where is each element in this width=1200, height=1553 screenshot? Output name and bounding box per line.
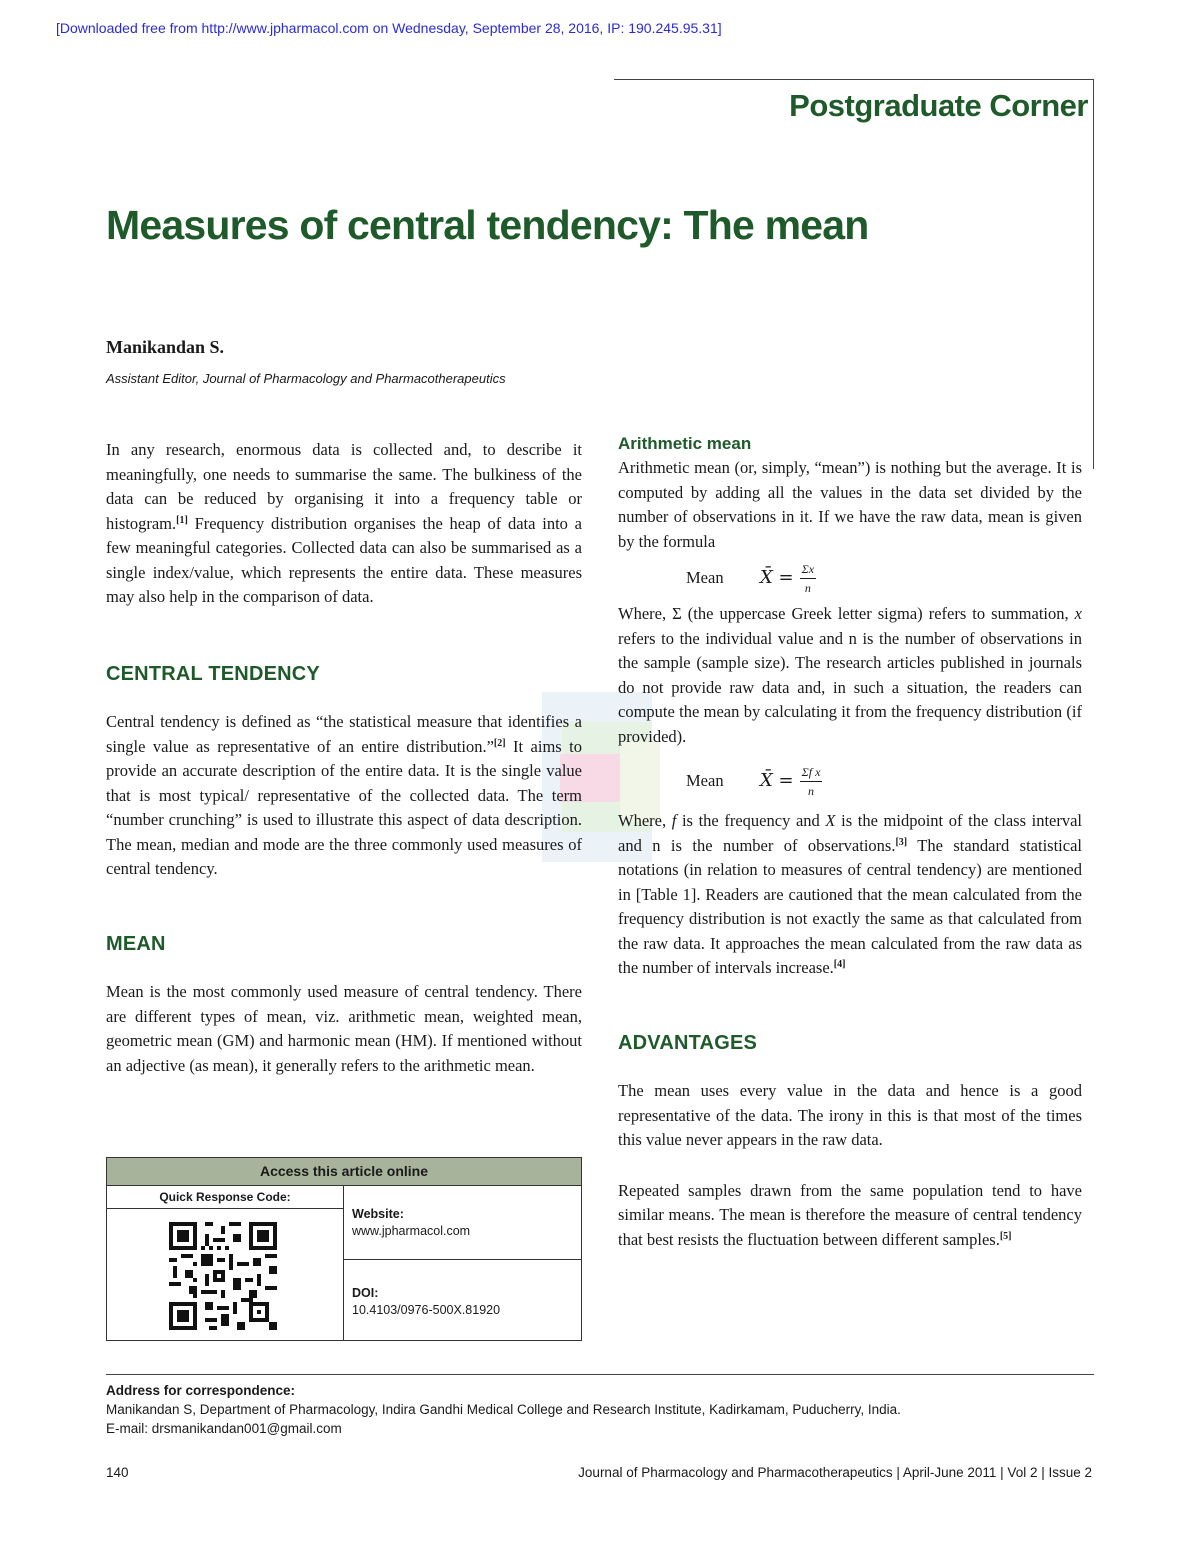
download-banner: [Downloaded free from http://www.jpharmacol.com on Wednesday, September 28, 2016, IP: 190.245.95.31] — [56, 20, 722, 36]
central-tendency-heading: CENTRAL TENDENCY — [106, 662, 320, 685]
frequency-mean-formula — [618, 757, 1082, 805]
mean-paragraph: Mean is the most commonly used measure of central tendency. There are different types of mean, viz. arithmetic mean, weighted mean, geometric mean (GM) and harmonic mean (HM). If mentioned without an adjective (as mean), it generally refers to the arithmetic mean. — [106, 982, 582, 1075]
corner-rule-right — [1093, 79, 1094, 469]
footer-rule — [106, 1374, 1094, 1375]
section-label: Postgraduate Corner — [789, 88, 1088, 123]
journal-footer: Journal of Pharmacology and Pharmacotherapeutics | April-June 2011 | Vol 2 | Issue 2 — [578, 1465, 1092, 1480]
citation-ref[interactable]: [2] — [493, 737, 506, 749]
website-link[interactable]: www.jpharmacol.com — [352, 1224, 471, 1238]
address-line: Manikandan S, Department of Pharmacology, Indira Gandhi Medical College and Research Institute, Kadirkamam, Puducherry, India. — [106, 1402, 901, 1417]
citation-ref[interactable]: [5] — [999, 1230, 1012, 1242]
arithmetic-mean-heading: Arithmetic mean — [618, 434, 752, 453]
frequency-explanation-paragraph: Where, f is the frequency and X is the midpoint of the class interval and n is the number of observations.[3] The standard statistical notations (in relation to measures of central tendency) are mentioned in [Table 1]. Readers are cautioned that the mean calculated from the frequency distribution is not exactly the same as that calculated from the raw data. It approaches the mean calculated from the raw data as the number of intervals increase.[4] — [618, 811, 1083, 977]
formula-denominator: n — [804, 580, 811, 595]
citation-ref[interactable]: [1] — [176, 514, 188, 526]
raw-mean-formula — [618, 554, 1082, 602]
formula-fraction — [800, 560, 816, 597]
website-label: Website: — [352, 1207, 404, 1221]
doi-cell — [344, 1260, 581, 1341]
right-column — [618, 432, 1082, 1252]
address-label: Address for correspondence: — [106, 1383, 296, 1398]
access-box-header: Access this article online — [107, 1158, 581, 1186]
citation-ref[interactable]: [3] — [895, 836, 908, 848]
left-column — [106, 438, 582, 1078]
formula-denominator: n — [808, 783, 815, 798]
advantages-heading: ADVANTAGES — [618, 1031, 758, 1054]
formula-label: Mean — [686, 770, 724, 790]
formula-numerator: Σx — [800, 560, 816, 579]
author-name: Manikandan S. — [106, 337, 225, 357]
correspondence-address — [106, 1381, 901, 1438]
qr-code-icon[interactable] — [169, 1222, 277, 1330]
corner-rule-top — [614, 79, 1094, 80]
formula-label: Mean — [686, 567, 724, 587]
formula-lhs: X̄ = — [760, 566, 794, 588]
access-article-box — [106, 1157, 582, 1341]
doi-label: DOI: — [352, 1286, 379, 1300]
formula-lhs: X̄ = — [760, 769, 794, 791]
intro-paragraph: In any research, enormous data is collected and, to describe it meaningfully, one needs to summarise the same. The bulkiness of the data can be reduced by organising it into a frequency table or histogram.[1] Frequency distribution organises the heap of data into a few meaningful categories. Collected data can also be summarised as a single index/value, which represents the entire data. These measures may also help in the comparison of data. — [106, 440, 582, 606]
page-number: 140 — [106, 1465, 129, 1480]
formula-numerator: Σf x — [800, 763, 823, 782]
citation-ref[interactable]: [4] — [833, 959, 846, 970]
website-cell — [344, 1186, 581, 1260]
email-line[interactable]: E-mail: drsmanikandan001@gmail.com — [106, 1421, 342, 1436]
article-title: Measures of central tendency: The mean — [106, 202, 869, 248]
advantages-paragraph-2: Repeated samples drawn from the same population tend to have similar means. The mean is therefore the measure of central tendency that best resists the fluctuation between different samples.[5] — [618, 1180, 1082, 1249]
formula-fraction — [800, 763, 823, 800]
mean-heading: MEAN — [106, 932, 166, 955]
qr-cell — [107, 1186, 344, 1341]
advantages-paragraph-1: The mean uses every value in the data and hence is a good representative of the data. The irony in this is that most of the times this value never appears in the raw data. — [618, 1081, 1082, 1149]
author-affiliation: Assistant Editor, Journal of Pharmacology and Pharmacotherapeutics — [106, 371, 506, 386]
central-tendency-paragraph: Central tendency is defined as “the statistical measure that identifies a single value as representative of an entire distribution.”[2] It aims to provide an accurate description of the entire data. It is the single value that is most typical/ representative of the collected data. The term “number crunching” is used to illustrate this aspect of data description. The mean, median and mode are the three commonly used measures of central tendency. — [106, 712, 582, 878]
doi-link[interactable]: 10.4103/0976-500X.81920 — [352, 1303, 501, 1317]
arithmetic-mean-paragraph: Arithmetic mean (or, simply, “mean”) is nothing but the average. It is computed by adding all the values in the data set divided by the number of observations in it. If we have the raw data, mean is given by the formula — [618, 458, 1082, 551]
sigma-explanation-paragraph: Where, Σ (the uppercase Greek letter sigma) refers to summation, x refers to the individual value and n is the number of observations in the sample (sample size). The research articles published in journals do not provide raw data and, in such a situation, the readers can compute the mean by calculating it from the frequency distribution (if provided). — [618, 604, 1082, 746]
qr-label: Quick Response Code: — [107, 1186, 343, 1209]
